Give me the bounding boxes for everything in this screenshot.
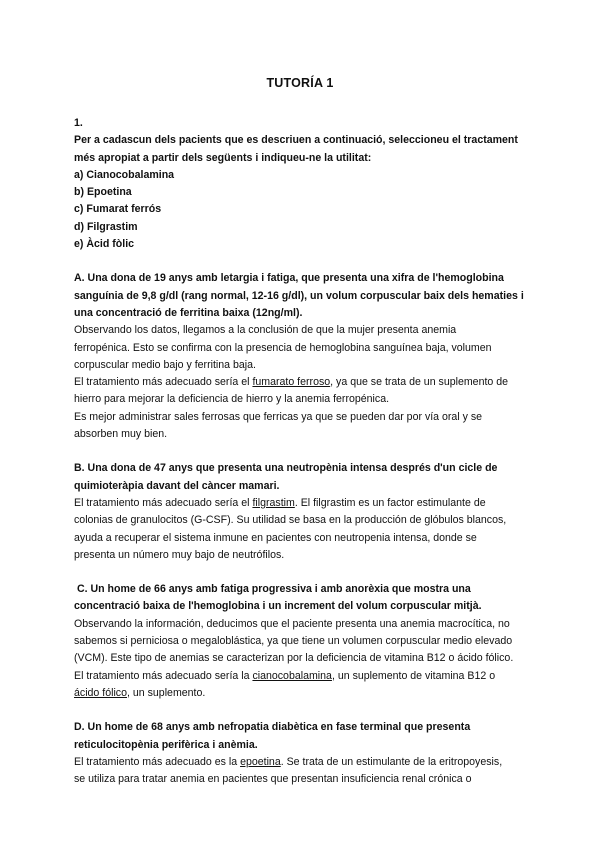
answer-text: . Se trata de un estimulante de la eritropoyesis,	[280, 755, 503, 768]
answer-line: hierro para mejorar la deficiencia de hierro y la anemia ferropénica.	[74, 393, 390, 406]
answer-text: , un suplemento.	[127, 686, 206, 699]
answer-line: ferropénica. Esto se confirma con la presencia de hemoglobina sanguínea baja, volumen	[74, 341, 492, 354]
document-body	[74, 115, 526, 788]
answer-line	[74, 495, 526, 512]
case-c	[74, 581, 526, 702]
answer-line: absorben muy bien.	[74, 428, 168, 441]
answer-text: El tratamiento más adecuado es la	[74, 755, 241, 768]
answer-line: (VCM). Este tipo de anemias se caracterizan por la deficiencia de vitamina B12 o ácido fólico.	[74, 652, 514, 665]
case-heading: una concentració de ferritina baixa (12ng/ml).	[74, 306, 303, 319]
answer-text: El tratamiento más adecuado sería el	[74, 376, 253, 389]
answer-text: , ya que se trata de un suplemento de	[330, 376, 509, 389]
answer-line: colonias de granulocitos (G-CSF). Su utilidad se basa en la producción de glóbulos blancos,	[74, 514, 507, 527]
answer-text: , un suplemento de vitamina B12 o	[331, 669, 496, 682]
answer-line: se utiliza para tratar anemia en pacientes que presentan insuficiencia renal crónica o	[74, 773, 472, 786]
prompt-line: Per a cadascun dels pacients que es descriuen a continuació, seleccioneu el tractament	[74, 134, 518, 147]
treatment-answer: cianocobalamina	[252, 669, 332, 682]
answer-line: Observando la información, deducimos que el paciente presenta una anemia macrocítica, no	[74, 617, 510, 630]
case-heading: D. Un home de 68 anys amb nefropatia diabètica en fase terminal que presenta	[74, 721, 471, 734]
answer-text: El tratamiento más adecuado sería la	[74, 669, 253, 682]
treatment-answer: ácido fólico	[74, 686, 127, 699]
answer-text: El tratamiento más adecuado sería el	[74, 496, 253, 509]
case-heading: reticulocitopènia perifèrica i anèmia.	[74, 738, 258, 751]
answer-line	[74, 374, 526, 391]
answer-line: ayuda a recuperar el sistema inmune en pacientes con neutropenia intensa, donde se	[74, 531, 477, 544]
prompt-line: més apropiat a partir dels següents i indiqueu-ne la utilitat:	[74, 151, 372, 164]
treatment-answer: filgrastim	[252, 496, 295, 509]
page-title: TUTORÍA 1	[266, 76, 334, 90]
case-a	[74, 270, 526, 443]
answer-line: Es mejor administrar sales ferrosas que ferricas ya que se pueden dar por vía oral y se	[74, 410, 483, 423]
answer-line	[74, 754, 526, 771]
case-heading: sanguínia de 9,8 g/dl (rang normal, 12-16 g/dl), un volum corpuscular baix dels hematies i	[74, 289, 524, 302]
answer-text: . El filgrastim es un factor estimulante de	[294, 496, 486, 509]
case-b	[74, 460, 526, 564]
answer-line: sabemos si perniciosa o megaloblástica, ya que tiene un volumen corpuscular medio elevado	[74, 635, 513, 648]
case-heading: concentració baixa de l'hemoglobina i un increment del volum corpuscular mitjà.	[74, 600, 482, 613]
case-heading: quimioteràpia davant del càncer mamari.	[74, 479, 280, 492]
answer-line	[74, 668, 526, 685]
option-item: d) Filgrastim	[74, 220, 138, 233]
option-item: e) Àcid fòlic	[74, 238, 135, 251]
treatment-answer: fumarato ferroso	[252, 376, 331, 389]
question-number: 1.	[74, 117, 83, 129]
case-heading: A. Una dona de 19 anys amb letargia i fatiga, que presenta una xifra de l'hemoglobina	[74, 272, 504, 285]
case-d	[74, 719, 526, 788]
answer-line: presenta un número muy bajo de neutrófilos.	[74, 548, 285, 561]
answer-line	[74, 685, 526, 702]
answer-line: Observando los datos, llegamos a la conclusión de que la mujer presenta anemia	[74, 324, 457, 337]
case-heading: B. Una dona de 47 anys que presenta una neutropènia intensa després d'un cicle de	[74, 462, 498, 475]
treatment-answer: epoetina	[240, 755, 281, 768]
case-heading: C. Un home de 66 anys amb fatiga progressiva i amb anorèxia que mostra una	[74, 583, 471, 596]
answer-line: corpuscular medio bajo y ferritina baja.	[74, 358, 256, 371]
option-item: b) Epoetina	[74, 186, 132, 199]
option-item: c) Fumarat ferrós	[74, 203, 162, 216]
option-item: a) Cianocobalamina	[74, 168, 175, 181]
